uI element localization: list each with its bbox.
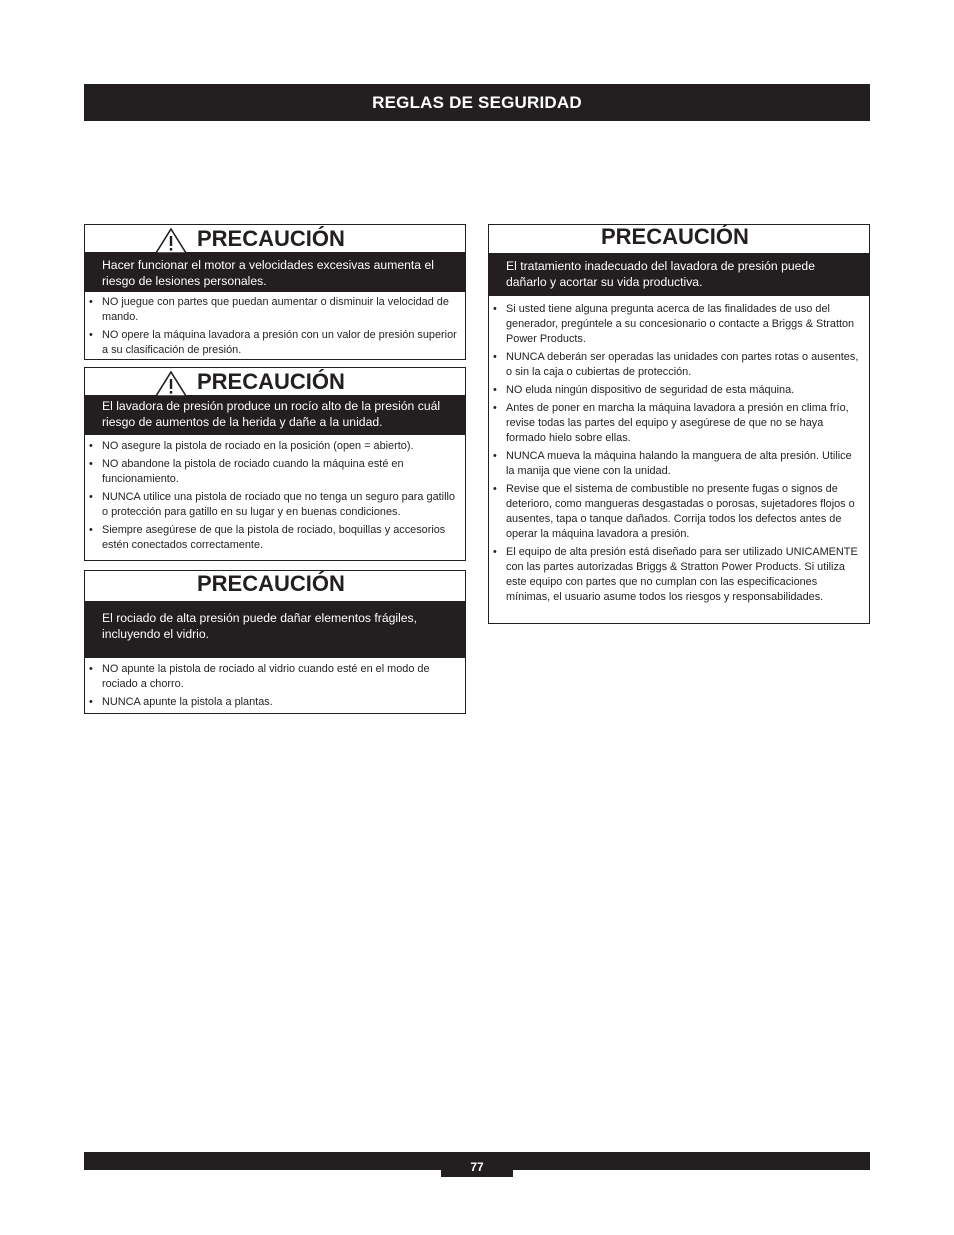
caution-title-text: PRECAUCIÓN xyxy=(197,571,345,596)
list-item: • NUNCA utilice una pistola de rociado que no tenga un seguro para gatillo o protección para gatillo en su lugar y en buenas condiciones. xyxy=(102,490,457,520)
caution-list xyxy=(489,302,869,605)
list-item: • NO asegure la pistola de rociado en la posición (open = abierto). xyxy=(102,439,457,454)
list-item: • El equipo de alta presión está diseñado para ser utilizado UNICAMENTE con las partes autorizadas Briggs & Stratton Power Products. Si utiliza este equipo con partes que no cumplan con las especificaciones mínimas, el usuario asume todos los riesgos y responsabilidades. xyxy=(506,545,861,605)
list-item: • NUNCA deberán ser operadas las unidades con partes rotas o ausentes, o sin la caja o cubiertas de protección. xyxy=(506,350,861,380)
caution-title xyxy=(85,226,465,252)
list-item: • NO opere la máquina lavadora a presión con un valor de presión superior a su clasificación de presión. xyxy=(102,328,457,358)
caution-list xyxy=(85,662,465,710)
caution-notice: El tratamiento inadecuado del lavadora de presión puede dañarlo y acortar su vida productiva. xyxy=(489,253,869,296)
section-header: REGLAS DE SEGURIDAD xyxy=(84,84,870,121)
caution-notice: Hacer funcionar el motor a velocidades excesivas aumenta el riesgo de lesiones personales. xyxy=(85,252,465,292)
caution-notice: El rociado de alta presión puede dañar elementos frágiles, incluyendo el vidrio. xyxy=(85,601,465,658)
list-item: • NO apunte la pistola de rociado al vidrio cuando esté en el modo de rociado a chorro. xyxy=(102,662,457,692)
list-item: • NUNCA mueva la máquina halando la manguera de alta presión. Utilice la manija que viene con la unidad. xyxy=(506,449,861,479)
list-item: • Siempre asegúrese de que la pistola de rociado, boquillas y accesorios estén conectados correctamente. xyxy=(102,523,457,553)
list-item: • Antes de poner en marcha la máquina lavadora a presión en clima frío, revise todas las partes del equipo y asegúrese de que no se haya formado hielo sobre ellas. xyxy=(506,401,861,446)
caution-box-motor-speed xyxy=(84,224,466,360)
list-item: • Si usted tiene alguna pregunta acerca de las finalidades de uso del generador, pregúntele a su concesionario o contacte a Briggs & Stratton Power Products. xyxy=(506,302,861,347)
caution-title-text: PRECAUCIÓN xyxy=(601,224,749,249)
list-item: • NO eluda ningún dispositivo de seguridad de esta máquina. xyxy=(506,383,861,398)
caution-box-fragile-items xyxy=(84,570,466,714)
caution-title-text: PRECAUCIÓN xyxy=(197,369,345,394)
caution-box-spray-pressure xyxy=(84,367,466,561)
list-item: • NUNCA apunte la pistola a plantas. xyxy=(102,695,457,710)
caution-title xyxy=(85,571,465,597)
caution-list xyxy=(85,295,465,358)
warning-triangle-icon xyxy=(155,228,187,254)
list-item: • NO juegue con partes que puedan aumentar o disminuir la velocidad de mando. xyxy=(102,295,457,325)
list-item: • Revise que el sistema de combustible no presente fugas o signos de deterioro, como mangueras desgastadas o porosas, sujetadores flojos o ausentes, tapa o tanque dañados. Corrija todos los defectos antes de operar la máquina lavadora a presión. xyxy=(506,482,861,542)
caution-title xyxy=(489,224,869,250)
page-number: 77 xyxy=(441,1152,513,1177)
list-item: • NO abandone la pistola de rociado cuando la máquina esté en funcionamiento. xyxy=(102,457,457,487)
caution-list xyxy=(85,439,465,553)
caution-notice: El lavadora de presión produce un rocío alto de la presión cuál riesgo de aumentos de la herida y dañe a la unidad. xyxy=(85,395,465,435)
caution-box-improper-treatment xyxy=(488,224,870,624)
warning-triangle-icon xyxy=(155,371,187,397)
caution-title xyxy=(85,369,465,395)
caution-title-text: PRECAUCIÓN xyxy=(197,226,345,251)
